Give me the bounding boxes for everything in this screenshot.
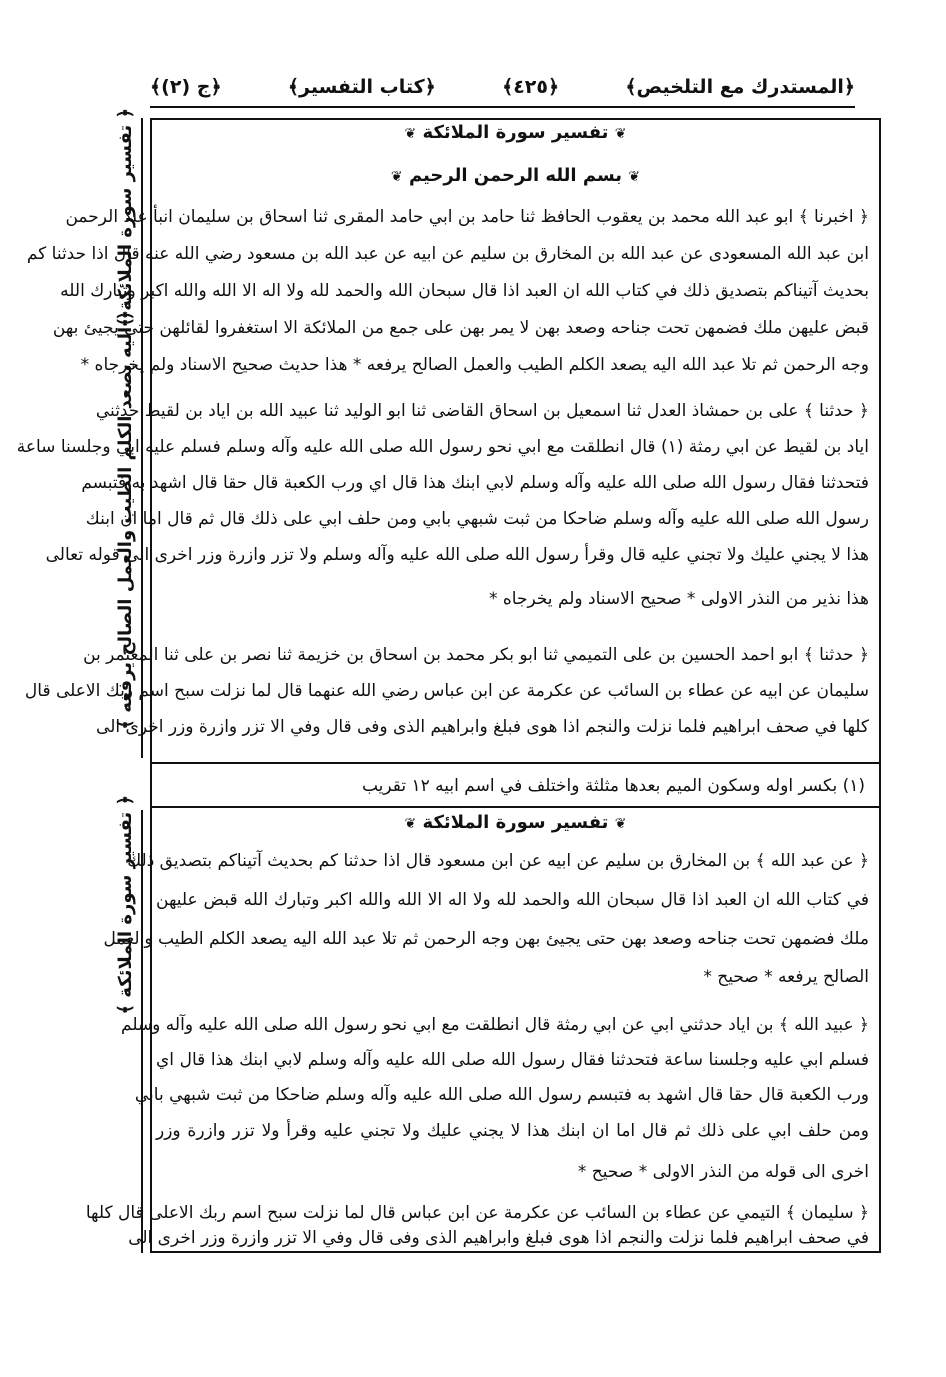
- text-line: فسلم ابي عليه وجلسنا ساعة فتحدثنا فقال رسول الله صلى الله عليه وآله وسلم لابي ابنك هذا قال اي: [156, 1050, 869, 1070]
- ornament-icon: ❦: [614, 126, 627, 142]
- text-line: كلها في صحف ابراهيم فلما نزلت والنجم اذا هوى فبلغ وابراهيم الذى وفى قال وفي الا تزر وازرة وزر اخرى الى: [96, 717, 869, 737]
- chapter-title: ﴿كتاب التفسير﴾: [287, 76, 436, 98]
- text-line: رسول الله صلى الله عليه وآله وسلم ضاحكا من ثبت شبهي بابي ومن حلف ابي على ذلك قال ثم قال اما ان ابنك: [85, 509, 869, 529]
- text-line: فتحدثنا فقال رسول الله صلى الله عليه وآله وسلم لابي ابنك هذا قال اي ورب الكعبة قال حقا قال اشهد به فتبسم: [81, 473, 869, 493]
- ornament-icon: ❦: [390, 169, 403, 185]
- text-line: ﴿ حدثنا ﴾ على بن حمشاذ العدل ثنا اسمعيل بن اسحاق القاضى ثنا ابو الوليد ثنا عبيد الله بن اياد بن لقيط حدثني: [95, 401, 869, 421]
- text-line: هذا نذير من النذر الاولى * صحيح الاسناد ولم يخرجاه *: [488, 589, 869, 609]
- ornament-icon: ❦: [404, 126, 417, 142]
- section-divider: [150, 806, 881, 808]
- section-title: ❦ تفسير سورة الملائكة ❦: [404, 122, 627, 143]
- text-line: ﴿ حدثنا ﴾ ابو احمد الحسين بن على التميمي ثنا ابو بكر محمد بن اسحاق بن خزيمة ثنا نصر بن على ثنا المعتمر بن: [83, 645, 869, 665]
- text-line: وجه الرحمن ثم تلا عبد الله اليه يصعد الكلم الطيب والعمل الصالح يرفعه * هذا حديث صحيح الاسناد ولم يخرجاه *: [80, 355, 869, 375]
- footnote-rule: [150, 762, 881, 764]
- text-line: ﴿ عبيد الله ﴾ بن اياد حدثني ابي عن ابي رمثة قال انطلقت مع ابي نحو رسول الله صلى الله عليه وآله وسلم: [121, 1015, 869, 1035]
- text-line: ملك فضمهن تحت جناحه وصعد بهن حتى يجيئ بهن وجه الرحمن ثم تلا عبد الله اليه يصعد الكلم الطيب والعمل: [103, 929, 869, 949]
- page-header: [150, 72, 855, 102]
- text-line: في صحف ابراهيم فلما نزلت والنجم اذا هوى فبلغ وابراهيم الذى وفى قال وفي الا تزر وازرة وزر اخرى الى: [128, 1228, 869, 1248]
- book-title: ﴿المستدرك مع التلخيص﴾: [625, 76, 855, 98]
- margin-note-middle: ﴿ اليه يصعد الكلم الطيب والعمل الصالح يرفعه ﴾: [114, 310, 136, 730]
- text-line: الصالح يرفعه * صحيح *: [703, 967, 869, 987]
- text-line: في كتاب الله ان العبد اذا قال سبحان الله والحمد لله ولا اله الا الله والله اكبر وتبارك الله قبض عليهن: [156, 890, 869, 910]
- ornament-icon: ❦: [628, 169, 641, 185]
- section-title: ❦ تفسير سورة الملائكة ❦: [404, 812, 627, 833]
- margin-note-bottom: ﴿ تفسير سورة الملائكة ﴾: [114, 795, 136, 1015]
- text-line: ﴿ اخبرنا ﴾ ابو عبد الله محمد بن يعقوب الحافظ ثنا حامد بن ابي حامد المقرى ثنا اسحاق بن سليمان انبأ عبد الرحمن: [65, 207, 869, 227]
- text-line: اخرى الى قوله من النذر الاولى * صحيح *: [577, 1162, 869, 1182]
- footnote: (١) بكسر اوله وسكون الميم بعدها مثلثة واختلف في اسم ابيه ١٢ تقريب: [361, 776, 865, 796]
- volume-label: ﴿ج (٢)﴾: [150, 76, 222, 98]
- text-line: بحديث آتيناكم بتصديق ذلك في كتاب الله ان العبد اذا قال سبحان الله والحمد لله ولا اله الا الله والله اكبر وتبارك الله: [60, 281, 869, 301]
- page-number: ﴿٤٢٥﴾: [502, 76, 560, 98]
- header-rule: [150, 106, 855, 108]
- text-line: هذا لا يجني عليك ولا تجني عليه قال وقرأ رسول الله صلى الله عليه وآله وسلم ولا تزر وازرة وزر اخرى الى قوله تعالى: [45, 545, 869, 565]
- ornament-icon: ❦: [404, 816, 417, 832]
- ornament-icon: ❦: [614, 816, 627, 832]
- text-line: قبض عليهن ملك فضمهن تحت جناحه وصعد بهن لا يمر بهن على جمع من الملائكة الا استغفروا لقائلهن حتى يجيئ بهن: [52, 318, 869, 338]
- text-line: سليمان عن ابيه عن عطاء بن السائب عن عكرمة عن ابن عباس رضي الله عنهما قال لما نزلت سبح اسم ربك الاعلى قال: [24, 681, 869, 701]
- margin-note-top: ﴿ تفسير سورة الملائكة ﴾: [114, 108, 136, 328]
- basmala: ❦ بسم الله الرحمن الرحيم ❦: [390, 165, 641, 186]
- text-line: ﴿ عن عبد الله ﴾ بن المخارق بن سليم عن ابيه عن ابن مسعود قال اذا حدثنا كم بحديث آتيناكم بتصديق ذلك: [127, 851, 869, 871]
- text-line: ومن حلف ابي على ذلك ثم قال اما ان ابنك هذا لا يجني عليك ولا تجني عليه وقرأ ولا تزر وازرة وزر: [156, 1121, 869, 1141]
- text-line: ابن عبد الله المسعودى عن عبد الله بن المخارق بن سليم عن ابيه عن عبد الله بن مسعود رضي الله عنه قال اذا حدثنا كم: [26, 244, 869, 264]
- text-line: ﴿ سليمان ﴾ التيمي عن عطاء بن السائب عن عكرمة عن ابن عباس قال لما نزلت سبح اسم ربك الاعلى قال كلها: [85, 1203, 869, 1223]
- text-line: اياد بن لقيط عن ابي رمثة (١) قال انطلقت مع ابي نحو رسول الله صلى الله عليه وآله وسلم فسلم عليه ابي وجلسنا ساعة: [16, 437, 869, 457]
- text-line: ورب الكعبة قال حقا قال اشهد به فتبسم رسول الله صلى الله عليه وآله وسلم ضاحكا من ثبت شبهي بابي: [134, 1085, 869, 1105]
